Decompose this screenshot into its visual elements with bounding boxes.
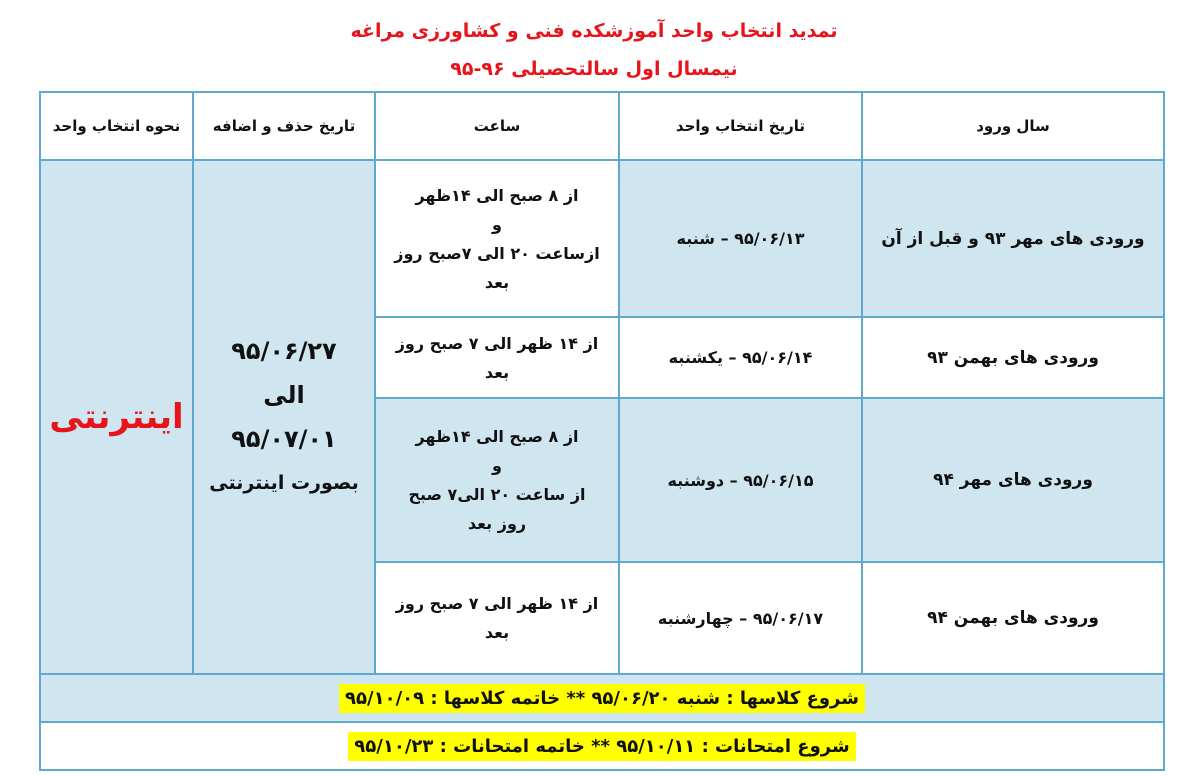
selection-date-cell: ۹۵/۰۶/۱۷ – چهارشنبه: [619, 562, 862, 674]
hour-line: بعد: [484, 623, 510, 642]
entry-year-cell: ورودی های بهمن ۹۴: [862, 562, 1164, 674]
add-remove-mode: بصورت اینترنتی: [209, 472, 359, 494]
add-remove-until: الی: [263, 381, 305, 409]
hour-line: از ۱۴ ظهر الی ۷ صبح روز: [395, 333, 599, 353]
classes-dates-highlight: شروع کلاسها : شنبه ۹۵/۰۶/۲۰ ** خاتمه کلاسها : ۹۵/۱۰/۰۹: [339, 684, 865, 713]
hour-cell: [375, 160, 619, 317]
hour-cell: [375, 562, 619, 674]
hour-line: از ۸ صبح الی ۱۴ظهر: [415, 185, 579, 205]
selection-date-cell: ۹۵/۰۶/۱۵ – دوشنبه: [619, 398, 862, 562]
column-header-entry-year: سال ورود: [862, 92, 1164, 160]
entry-year-cell: ورودی های مهر ۹۳ و قبل از آن: [862, 160, 1164, 317]
selection-date-cell: ۹۵/۰۶/۱۴ – یکشنبه: [619, 317, 862, 398]
page-title: تمدید انتخاب واحد آموزشکده فنی و کشاورزی مراغه: [350, 20, 838, 42]
exams-footer-cell: [40, 722, 1164, 770]
classes-footer-cell: [40, 674, 1164, 722]
schedule-table: [39, 91, 1165, 771]
page-subtitle: نیمسال اول سالتحصیلی ۹۶-۹۵: [450, 58, 738, 80]
selection-method-cell: اینترنتی: [40, 160, 193, 674]
hour-line: و: [492, 456, 502, 475]
hour-line: بعد: [484, 362, 510, 382]
column-header-hour: ساعت: [375, 92, 619, 160]
table-row: [40, 160, 1164, 317]
footer-row-classes: [40, 674, 1164, 722]
hour-line: بعد: [484, 272, 510, 292]
hour-line: و: [492, 214, 502, 234]
selection-date-cell: ۹۵/۰۶/۱۳ – شنبه: [619, 160, 862, 317]
column-header-add-remove-date: تاریخ حذف و اضافه: [193, 92, 375, 160]
add-remove-start: ۹۵/۰۶/۲۷: [231, 337, 337, 365]
hour-line: روز بعد: [467, 514, 527, 533]
column-header-selection-date: تاریخ انتخاب واحد: [619, 92, 862, 160]
add-remove-end: ۹۵/۰۷/۰۱: [231, 425, 337, 453]
entry-year-cell: ورودی های مهر ۹۴: [862, 398, 1164, 562]
hour-cell: [375, 317, 619, 398]
hour-line: از ۸ صبح الی ۱۴ظهر: [415, 427, 579, 446]
hour-cell: [375, 398, 619, 562]
add-remove-date-cell: [193, 160, 375, 674]
column-header-selection-method: نحوه انتخاب واحد: [40, 92, 193, 160]
footer-row-exams: [40, 722, 1164, 770]
hour-line: ازساعت ۲۰ الی ۷صبح روز: [394, 243, 600, 263]
entry-year-cell: ورودی های بهمن ۹۳: [862, 317, 1164, 398]
exams-dates-highlight: شروع امتحانات : ۹۵/۱۰/۱۱ ** خاتمه امتحانات : ۹۵/۱۰/۲۳: [348, 732, 855, 761]
hour-line: از ۱۴ ظهر الی ۷ صبح روز: [395, 594, 599, 613]
table-header-row: [40, 92, 1164, 160]
hour-line: از ساعت ۲۰ الی۷ صبح: [408, 485, 586, 504]
